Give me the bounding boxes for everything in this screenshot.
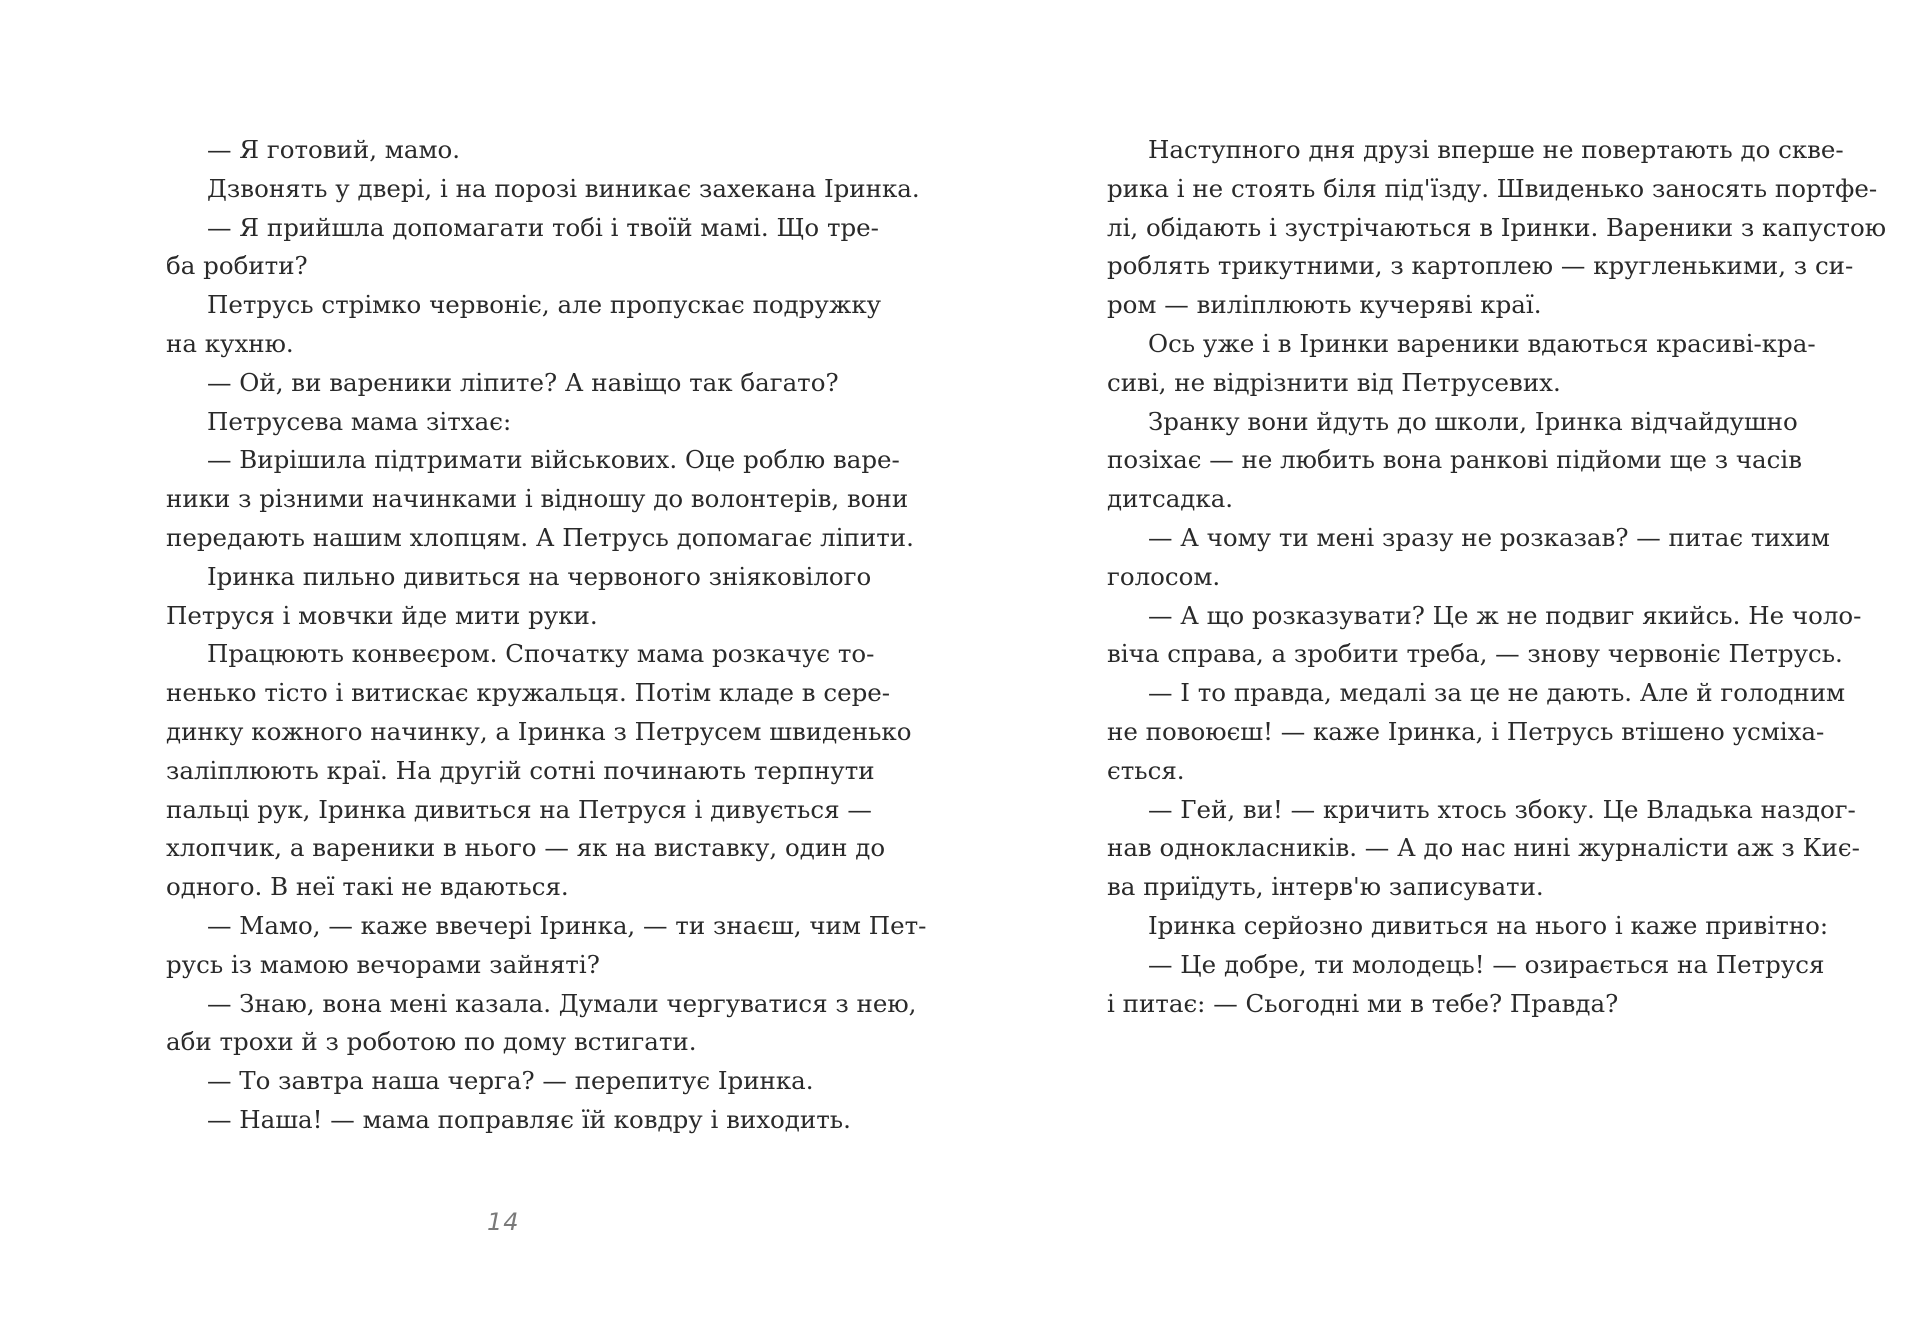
text-line: хлопчик, а вареники в нього — як на виставку, один до — [166, 833, 886, 863]
text-line: — Мамо, — каже ввечері Іринка, — ти знаєш, чим Пет- — [207, 910, 927, 940]
text-line: — Гей, ви! — кричить хтось збоку. Це Владька наздог- — [1148, 794, 1856, 824]
text-line: ненько тісто і витискає кружальця. Потім кладе в сере- — [166, 678, 891, 708]
text-line: ники з різними начинками і відношу до волонтерів, вони — [166, 484, 909, 514]
text-line: позіхає — не любить вона ранкові підйоми ще з часів — [1107, 445, 1803, 475]
text-line: рика і не стоять біля під'їзду. Швиденько заносять портфе- — [1107, 173, 1878, 203]
text-line: — Ой, ви вареники ліпите? А навіщо так багато? — [207, 367, 839, 397]
text-line: одного. В неї такі не вдаються. — [166, 872, 569, 902]
text-line: Ось уже і в Іринки вареники вдаються красиві-кра- — [1148, 328, 1816, 358]
text-line: — То завтра наша черга? — перепитує Іринка. — [207, 1066, 814, 1096]
text-line: — Наша! — мама поправляє їй ковдру і виходить. — [207, 1104, 851, 1134]
text-line: динку кожного начинку, а Іринка з Петрусем швиденько — [166, 716, 912, 746]
text-line: Петрусь стрімко червоніє, але пропускає подружку — [207, 290, 882, 320]
text-line: Зранку вони йдуть до школи, Іринка відчайдушно — [1148, 406, 1798, 436]
text-line: — Я прийшла допомагати тобі і твоїй мамі. Що тре- — [207, 212, 879, 242]
text-line: ром — виліплюють кучеряві краї. — [1107, 290, 1542, 320]
text-line: — А чому ти мені зразу не розказав? — питає тихим — [1148, 522, 1830, 552]
text-line: дитсадка. — [1107, 484, 1234, 514]
text-line: Петруся і мовчки йде мити руки. — [166, 600, 598, 630]
text-line: — І то правда, медалі за це не дають. Але й голодним — [1148, 678, 1846, 708]
text-line: лі, обідають і зустрічаються в Іринки. Вареники з капустою — [1107, 212, 1887, 242]
text-line: Працюють конвеєром. Спочатку мама розкачує то- — [207, 639, 875, 669]
text-line: аби трохи й з роботою по дому встигати. — [166, 1027, 697, 1057]
text-line: Петрусева мама зітхає: — [207, 406, 512, 436]
text-line: — Це добре, ти молодець! — озирається на Петруся — [1148, 949, 1825, 979]
text-line: Іринка пильно дивиться на червоного зніяковілого — [207, 561, 872, 591]
text-line: — А що розказувати? Це ж не подвиг якийсь. Не чоло- — [1148, 600, 1862, 630]
text-line: Наступного дня друзі вперше не повертають до скве- — [1148, 135, 1844, 164]
text-line: на кухню. — [166, 328, 294, 358]
text-line: ба робити? — [166, 251, 308, 281]
text-line: не повоюєш! — каже Іринка, і Петрусь втішено усміха- — [1107, 716, 1825, 746]
text-line: пальці рук, Іринка дивиться на Петруся і дивується — — [166, 794, 872, 824]
text-line: русь із мамою вечорами зайняті? — [166, 949, 600, 979]
page-number: 14 — [487, 1208, 520, 1236]
text-line: і питає: — Сьогодні ми в тебе? Правда? — [1107, 988, 1619, 1018]
text-line: віча справа, а зробити треба, — знову червоніє Петрусь. — [1107, 639, 1843, 669]
text-line: передають нашим хлопцям. А Петрусь допомагає ліпити. — [166, 522, 914, 552]
text-line: голосом. — [1107, 561, 1221, 591]
text-line: нав однокласників. — А до нас нині журналісти аж з Киє- — [1107, 833, 1860, 863]
left-page — [166, 131, 927, 1140]
text-line: Іринка серйозно дивиться на нього і каже привітно: — [1148, 910, 1829, 940]
text-line: заліплюють краї. На другій сотні починають терпнути — [166, 755, 875, 785]
right-page — [1107, 131, 1887, 1023]
text-line: — Вирішила підтримати військових. Оце роблю варе- — [207, 445, 900, 475]
text-line: Дзвонять у двері, і на порозі виникає захекана Іринка. — [207, 173, 920, 203]
text-line: — Знаю, вона мені казала. Думали чергуватися з нею, — [207, 988, 917, 1018]
text-line: ва приїдуть, інтерв'ю записувати. — [1107, 872, 1544, 902]
text-line: роблять трикутними, з картоплею — кругленькими, з си- — [1107, 251, 1854, 281]
text-line: ється. — [1107, 755, 1185, 785]
text-line: сиві, не відрізнити від Петрусевих. — [1107, 367, 1561, 397]
text-line: — Я готовий, мамо. — [207, 135, 461, 164]
